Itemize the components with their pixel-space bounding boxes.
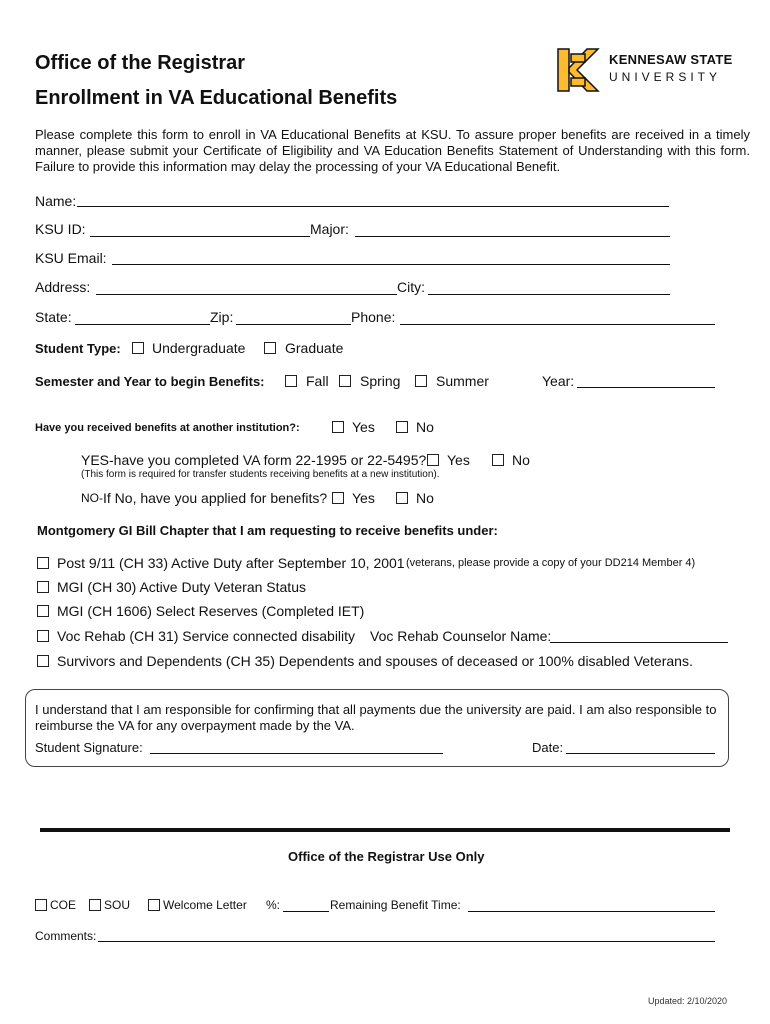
fall-checkbox[interactable]: [285, 375, 297, 387]
prior-benefits-no-label: No: [416, 419, 434, 435]
spring-checkbox[interactable]: [339, 375, 351, 387]
ch31-checkbox[interactable]: [37, 630, 49, 642]
ch35-label: Survivors and Dependents (CH 35) Dependents and spouses of deceased or 100% disabled Veterans.: [57, 653, 693, 669]
signature-input-line[interactable]: [150, 753, 443, 754]
zip-label: Zip:: [210, 309, 234, 325]
yes-followup-no-checkbox[interactable]: [492, 454, 504, 466]
graduate-label: Graduate: [285, 340, 344, 356]
ch30-checkbox[interactable]: [37, 581, 49, 593]
ch1606-label: MGI (CH 1606) Select Reserves (Completed IET): [57, 603, 365, 619]
state-label: State:: [35, 309, 72, 325]
phone-label: Phone:: [351, 309, 396, 325]
comments-input-line[interactable]: [98, 941, 715, 942]
form-title: Enrollment in VA Educational Benefits: [35, 87, 398, 109]
ch1606-checkbox[interactable]: [37, 605, 49, 617]
ksu-id-label: KSU ID:: [35, 221, 86, 237]
no-followup-question: If No, have you applied for benefits?: [103, 490, 328, 506]
post911-checkbox[interactable]: [37, 557, 49, 569]
coe-label: COE: [50, 898, 77, 912]
name-label: Name:: [35, 193, 77, 209]
sou-checkbox[interactable]: [89, 899, 101, 911]
undergraduate-label: Undergraduate: [152, 340, 246, 356]
date-label: Date:: [532, 740, 564, 755]
signature-label: Student Signature:: [35, 740, 143, 755]
name-input-line[interactable]: [77, 206, 669, 207]
logo-name: KENNESAW STATE: [609, 52, 733, 67]
coe-checkbox[interactable]: [35, 899, 47, 911]
date-input-line[interactable]: [566, 753, 715, 754]
office-use-heading: Office of the Registrar Use Only: [288, 849, 485, 864]
year-input-line[interactable]: [577, 387, 715, 388]
voc-rehab-counselor-label: Voc Rehab Counselor Name:: [370, 628, 552, 644]
no-followup-no-label: No: [416, 490, 434, 506]
prior-benefits-yes-checkbox[interactable]: [332, 421, 344, 433]
address-input-line[interactable]: [96, 294, 397, 295]
ch35-checkbox[interactable]: [37, 655, 49, 667]
intro-paragraph: Please complete this form to enroll in VA Educational Benefits at KSU. To assure proper benefits are received in a timely manner, please submit your Certificate of Eligibility and VA Education Benefits Statement of Understanding with this form. Failure to provide this information may delay the processing of your VA Educational Benefit.: [35, 127, 750, 174]
ksu-email-label: KSU Email:: [35, 250, 107, 266]
acknowledgement-text: I understand that I am responsible for confirming that all payments due the university are paid. I am also responsible to reimburse the VA for any overpayment made by the VA.: [35, 702, 717, 733]
percent-label: %:: [266, 898, 281, 912]
yes-followup-no-label: No: [512, 452, 530, 468]
page-title: Office of the Registrar: [35, 52, 246, 74]
remaining-benefit-input-line[interactable]: [468, 911, 715, 912]
prior-benefits-no-checkbox[interactable]: [396, 421, 408, 433]
no-followup-yes-label: Yes: [352, 490, 375, 506]
phone-input-line[interactable]: [400, 324, 715, 325]
divider-rule: [40, 828, 730, 832]
chapters-heading: Montgomery GI Bill Chapter that I am requesting to receive benefits under:: [37, 523, 498, 538]
voc-rehab-counselor-input-line[interactable]: [550, 642, 728, 643]
major-label: Major:: [310, 221, 349, 237]
logo-university: UNIVERSITY: [609, 70, 722, 84]
remaining-benefit-label: Remaining Benefit Time:: [330, 898, 461, 912]
post911-note: (veterans, please provide a copy of your DD214 Member 4): [406, 557, 696, 569]
ch30-label: MGI (CH 30) Active Duty Veteran Status: [57, 579, 306, 595]
spring-label: Spring: [360, 373, 401, 389]
year-label: Year:: [542, 373, 575, 389]
student-type-label: Student Type:: [35, 341, 121, 356]
city-label: City:: [397, 279, 425, 295]
prior-benefits-question: Have you received benefits at another institution?:: [35, 422, 300, 434]
ksu-id-input-line[interactable]: [90, 236, 310, 237]
no-followup-no-checkbox[interactable]: [396, 492, 408, 504]
state-input-line[interactable]: [75, 324, 210, 325]
no-followup-yes-checkbox[interactable]: [332, 492, 344, 504]
zip-input-line[interactable]: [236, 324, 351, 325]
comments-label: Comments:: [35, 929, 97, 943]
semester-label: Semester and Year to begin Benefits:: [35, 374, 265, 389]
city-input-line[interactable]: [428, 294, 670, 295]
summer-checkbox[interactable]: [415, 375, 427, 387]
address-label: Address:: [35, 279, 91, 295]
post911-label: Post 9/11 (CH 33) Active Duty after September 10, 2001: [57, 555, 405, 571]
summer-label: Summer: [436, 373, 489, 389]
updated-date: Updated: 2/10/2020: [648, 996, 728, 1006]
graduate-checkbox[interactable]: [264, 342, 276, 354]
welcome-letter-checkbox[interactable]: [148, 899, 160, 911]
ch31-label: Voc Rehab (CH 31) Service connected disability: [57, 628, 356, 644]
yes-followup-question: YES-have you completed VA form 22-1995 or 22-5495?: [81, 452, 427, 468]
ksu-email-input-line[interactable]: [112, 264, 670, 265]
ksu-logo-icon: [553, 46, 601, 94]
major-input-line[interactable]: [355, 236, 670, 237]
sou-label: SOU: [104, 898, 131, 912]
yes-followup-yes-checkbox[interactable]: [427, 454, 439, 466]
yes-followup-yes-label: Yes: [447, 452, 470, 468]
no-prefix: NO-: [81, 491, 103, 505]
welcome-letter-label: Welcome Letter: [163, 898, 247, 912]
percent-input-line[interactable]: [283, 911, 329, 912]
fall-label: Fall: [306, 373, 329, 389]
prior-benefits-yes-label: Yes: [352, 419, 375, 435]
transfer-note: (This form is required for transfer students receiving benefits at a new institution).: [81, 469, 440, 480]
undergraduate-checkbox[interactable]: [132, 342, 144, 354]
